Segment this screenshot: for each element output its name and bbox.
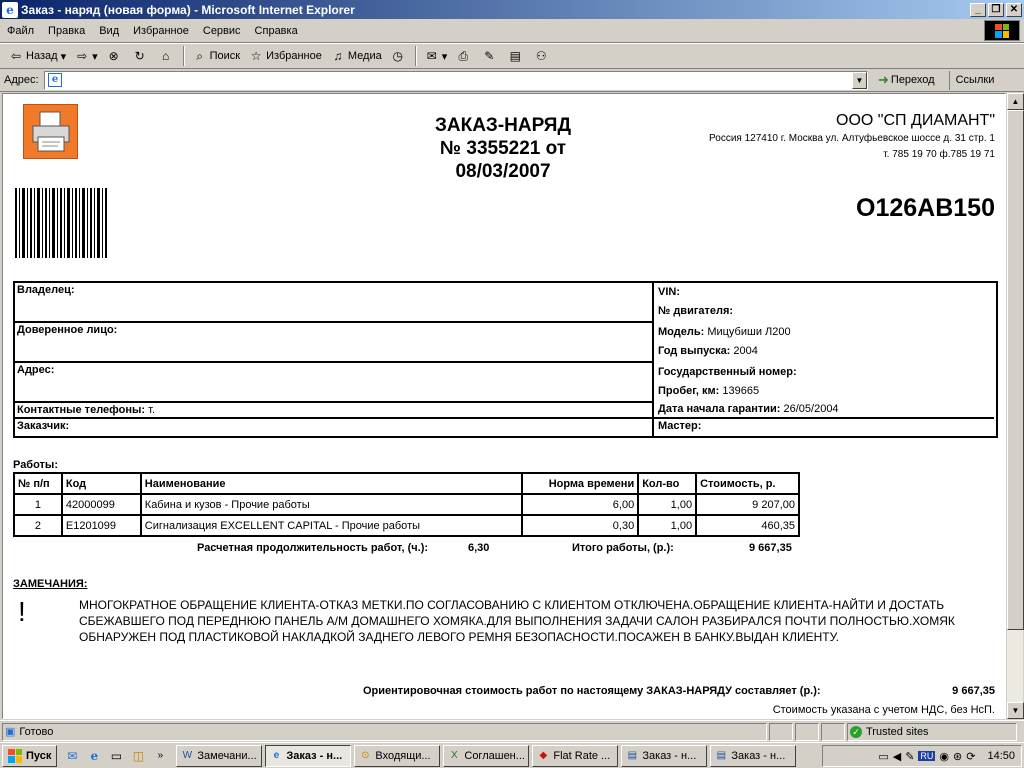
edit-icon: ✎ xyxy=(484,49,495,63)
task-label: Заказ - н... xyxy=(731,749,786,762)
chevron-right-icon[interactable]: » xyxy=(157,750,164,761)
mileage-value: 139665 xyxy=(722,385,760,397)
status-cell xyxy=(795,723,819,741)
estimate-value: 9 667,35 xyxy=(952,685,995,697)
engine-field xyxy=(656,305,733,317)
mail-button[interactable]: ✉ ▾ xyxy=(420,45,452,67)
divider xyxy=(15,417,654,419)
menu-tools[interactable]: Сервис xyxy=(202,24,241,37)
phones-field xyxy=(15,404,155,416)
links-button[interactable]: Ссылки xyxy=(949,71,995,90)
trustee-field xyxy=(15,324,117,336)
warranty-label: Дата начала гарантии: xyxy=(658,403,781,415)
vehicle-info xyxy=(656,283,996,436)
printer-icon xyxy=(28,109,74,155)
inbox-icon: ⊙ xyxy=(361,750,370,761)
remarks-text: МНОГОКРАТНОЕ ОБРАЩЕНИЕ КЛИЕНТА-ОТКАЗ МЕТКИ.ПО СОГЛАСОВАНИЮ С КЛИЕНТОМ ОТКЛЮЧЕНА.ОБРАЩЕНИЕ КЛИЕНТА-НАЙТИ И ДОСТАТЬ СБЕЖАВШЕГО ПОД ПЕРЕДНЮЮ ПАНЕЛЬ А/М ДОМАШНЕГО ХОМЯКА.ДЛЯ ВЫПОЛНЕНИЯ ЗАДАЧИ САЛОН РАЗБИРАЛСЯ ПОЧТИ ПОЛНОСТЬЮ.ХОМЯК ОБНАРУЖЕН ПОД ПЛАСТИКОВОЙ НАКЛАДКОЙ ЗАДНЕГО ЛЕВОГО РЕМНЯ БЕЗОПАСНОСТИ.ПОСАЖЕН В БАНКУ.ВЫДАН КЛИЕНТУ. xyxy=(79,598,955,644)
vertical-scrollbar[interactable] xyxy=(1006,93,1023,719)
menu-file[interactable]: Файл xyxy=(7,24,35,37)
divider xyxy=(15,321,654,323)
row-name: Кабина и кузов - Прочие работы xyxy=(141,494,522,515)
toolbar-separator xyxy=(183,46,185,66)
go-arrow-icon: ➜ xyxy=(878,72,889,87)
media-label: Медиа xyxy=(347,50,382,62)
antivirus-icon[interactable]: ⊛ xyxy=(953,750,963,763)
menu-edit[interactable]: Правка xyxy=(48,24,86,37)
scroll-up-button[interactable]: ▲ xyxy=(1007,93,1024,110)
page-icon: e xyxy=(48,73,62,87)
barcode xyxy=(15,188,108,258)
row-qty: 1,00 xyxy=(638,494,696,515)
clock[interactable]: 14:50 xyxy=(987,750,1015,762)
word-icon: W xyxy=(182,750,193,761)
security-zone xyxy=(847,723,1017,741)
estimate-label: Ориентировочная стоимость работ по настоящему ЗАКАЗ-НАРЯДУ составляет (р.): xyxy=(363,685,821,697)
order-date: 08/03/2007 xyxy=(455,161,551,182)
order-number: № 3355221 от xyxy=(439,138,567,159)
task-label: Входящи... xyxy=(375,749,431,762)
minimize-button[interactable]: _ xyxy=(970,3,986,17)
media-icon: ♫ xyxy=(333,49,343,63)
history-button[interactable] xyxy=(386,45,412,67)
col-cost: Стоимость, р. xyxy=(696,473,799,494)
row-code: 42000099 xyxy=(62,494,141,515)
model-label: Модель: xyxy=(658,326,705,338)
vin-label: VIN: xyxy=(658,286,680,298)
row-qty: 1,00 xyxy=(638,515,696,536)
maximize-button[interactable]: ❐ xyxy=(988,3,1004,17)
company-name: ООО "СП ДИАМАНТ" xyxy=(836,112,995,129)
address-field xyxy=(15,364,54,376)
menu-bar xyxy=(0,19,1024,43)
taskbar xyxy=(0,742,1024,768)
desktop-icon[interactable]: ▭ xyxy=(110,748,123,763)
pen-icon[interactable]: ✎ xyxy=(905,750,915,763)
row-name: Сигнализация EXCELLENT CAPITAL - Прочие работы xyxy=(141,515,522,536)
back-button[interactable]: ⇦ Назад ▾ xyxy=(4,45,70,67)
back-arrow-icon: ⇦ xyxy=(10,49,22,63)
trustee-label: Доверенное лицо: xyxy=(17,324,118,336)
row-code: E1201099 xyxy=(62,515,141,536)
address-bar xyxy=(0,69,1024,92)
vin-field xyxy=(656,286,680,298)
table-header-row xyxy=(14,473,799,494)
status-text: Готово xyxy=(19,725,54,738)
volume-icon[interactable]: ◀ xyxy=(892,750,902,763)
stop-button[interactable] xyxy=(102,45,128,67)
mail-icon: ✉ xyxy=(426,49,437,63)
total-value: 9 667,35 xyxy=(749,542,792,554)
status-bar xyxy=(0,720,1024,742)
owner-label: Владелец: xyxy=(17,284,75,296)
favorites-button[interactable] xyxy=(244,45,326,67)
go-button[interactable] xyxy=(878,72,935,88)
status-cell xyxy=(769,723,793,741)
discuss-icon: ▤ xyxy=(509,49,521,63)
zone-text: Trusted sites xyxy=(866,725,929,738)
status-text-area xyxy=(2,723,767,741)
security-icon[interactable]: ◉ xyxy=(939,750,950,763)
works-table xyxy=(13,472,800,537)
mileage-label: Пробег, км: xyxy=(658,385,720,397)
owner-field xyxy=(15,284,75,296)
master-label: Мастер: xyxy=(658,420,702,432)
total-label: Итого работы, (р.): xyxy=(572,542,674,554)
ie-icon: e xyxy=(2,2,18,18)
close-button[interactable]: ✕ xyxy=(1006,3,1022,17)
taskbar-item[interactable] xyxy=(532,745,618,767)
menu-help[interactable]: Справка xyxy=(254,24,298,37)
print-icon: ⎙ xyxy=(458,48,469,63)
go-label: Переход xyxy=(890,74,935,86)
table-row xyxy=(14,494,799,515)
back-label: Назад xyxy=(26,50,58,62)
engine-label: № двигателя: xyxy=(658,305,734,317)
taskbar-item[interactable] xyxy=(265,745,351,767)
window-title: Заказ - наряд (новая форма) - Microsoft Internet Explorer xyxy=(21,2,355,17)
task-label: Заказ - н... xyxy=(286,749,343,762)
works-label: Работы: xyxy=(13,459,58,471)
title-bar xyxy=(0,0,1024,19)
taskbar-item[interactable] xyxy=(354,745,440,767)
favorites-icon: ☆ xyxy=(250,49,262,63)
master-field xyxy=(656,420,701,432)
start-button[interactable] xyxy=(2,745,57,767)
warranty-field xyxy=(656,403,839,415)
sync-icon[interactable]: ⟳ xyxy=(966,750,976,763)
address-label: Адрес: xyxy=(4,74,39,86)
messenger-icon: ⚇ xyxy=(535,49,547,63)
search-button[interactable] xyxy=(188,45,244,67)
row-norm: 0,30 xyxy=(522,515,639,536)
year-field xyxy=(656,345,758,357)
home-icon: ⌂ xyxy=(162,49,170,63)
phones-value: т. xyxy=(148,404,155,416)
refresh-icon: ↻ xyxy=(134,49,145,63)
ie-icon: e xyxy=(273,750,280,761)
discuss-button[interactable] xyxy=(503,45,529,67)
order-title-line: ЗАКАЗ-НАРЯД xyxy=(434,115,571,136)
regnum-field xyxy=(656,366,797,378)
table-row xyxy=(14,515,799,536)
start-label: Пуск xyxy=(26,749,52,762)
address-input[interactable] xyxy=(44,71,868,90)
windows-flag-icon xyxy=(8,749,22,763)
excel-icon: X xyxy=(451,750,458,761)
language-indicator[interactable]: RU xyxy=(920,751,934,761)
quick-launch xyxy=(63,747,173,765)
phones-label: Контактные телефоны: xyxy=(17,404,146,416)
content-viewport xyxy=(2,93,1006,719)
task-label: Flat Rate ... xyxy=(553,749,611,762)
divider xyxy=(15,401,654,403)
system-tray xyxy=(822,745,1022,767)
license-plate: О126АВ150 xyxy=(856,194,995,222)
client-vehicle-info xyxy=(13,281,998,438)
ie-quicklaunch-icon[interactable]: e xyxy=(90,748,99,763)
toolbar-separator xyxy=(415,46,417,66)
model-value: Мицубиши Л200 xyxy=(707,326,791,338)
order-title xyxy=(403,114,603,183)
favorites-label: Избранное xyxy=(266,50,322,62)
search-label: Поиск xyxy=(209,50,241,62)
document-icon: ▤ xyxy=(716,750,727,761)
search-icon: ⌕ xyxy=(196,48,203,63)
customer-field xyxy=(15,420,69,432)
divider xyxy=(654,417,994,419)
task-label: Замечани... xyxy=(197,749,257,762)
page-done-icon: ▣ xyxy=(5,726,16,738)
windows-logo xyxy=(984,20,1020,41)
task-label: Соглашен... xyxy=(464,749,525,762)
address-field-label: Адрес: xyxy=(17,364,55,376)
address-dropdown[interactable]: ▼ xyxy=(852,72,867,89)
regnum-label: Государственный номер: xyxy=(658,366,797,378)
print-page-button[interactable] xyxy=(23,104,78,159)
taskbar-item[interactable] xyxy=(710,745,796,767)
forward-arrow-icon: ⇨ xyxy=(77,49,88,63)
row-index: 2 xyxy=(14,515,62,536)
client-info xyxy=(15,283,654,436)
company-address: Россия 127410 г. Москва ул. Алтуфьевское шоссе д. 31 стр. 1 xyxy=(709,133,995,144)
year-value: 2004 xyxy=(733,345,758,357)
row-cost: 460,35 xyxy=(696,515,799,536)
messenger-button[interactable] xyxy=(529,45,555,67)
taskbar-item[interactable] xyxy=(443,745,529,767)
check-icon: ✓ xyxy=(850,726,862,738)
col-index: № п/п xyxy=(14,473,62,494)
mileage-field xyxy=(656,385,759,397)
customer-label: Заказчик: xyxy=(17,420,70,432)
scroll-thumb[interactable] xyxy=(1007,110,1024,630)
year-label: Год выпуска: xyxy=(658,345,731,357)
outlook-icon[interactable]: ✉ xyxy=(67,748,78,763)
row-norm: 6,00 xyxy=(522,494,639,515)
edit-button[interactable] xyxy=(477,45,503,67)
exclamation-icon: ! xyxy=(18,596,26,627)
print-button[interactable] xyxy=(451,45,477,67)
company-block xyxy=(709,112,995,162)
remarks-label: ЗАМЕЧАНИЯ: xyxy=(13,578,88,590)
work-order-document xyxy=(3,94,1006,719)
menu-favorites[interactable]: Избранное xyxy=(133,24,189,37)
model-field xyxy=(656,326,791,338)
col-norm: Норма времени xyxy=(522,473,639,494)
taskbar-item[interactable] xyxy=(176,745,262,767)
refresh-button[interactable] xyxy=(128,45,154,67)
document-icon: ▤ xyxy=(627,750,638,761)
media-button[interactable] xyxy=(326,45,386,67)
mitsubishi-icon: ◆ xyxy=(539,750,548,761)
vat-note: Стоимость указана с учетом НДС, без НсП. xyxy=(772,704,995,716)
network-icon[interactable]: ▭ xyxy=(878,750,889,763)
company-phone: т. 785 19 70 ф.785 19 71 xyxy=(883,149,995,160)
col-qty: Кол-во xyxy=(638,473,696,494)
duration-label: Расчетная продолжительность работ, (ч.): xyxy=(197,542,429,554)
row-cost: 9 207,00 xyxy=(696,494,799,515)
col-name: Наименование xyxy=(141,473,522,494)
history-icon: ◷ xyxy=(392,49,403,63)
forward-button[interactable]: ⇨ ▾ xyxy=(70,45,102,67)
home-button[interactable] xyxy=(154,45,180,67)
duration-value: 6,30 xyxy=(468,542,490,554)
col-code: Код xyxy=(62,473,141,494)
divider xyxy=(15,361,654,363)
taskbar-item[interactable] xyxy=(621,745,707,767)
menu-view[interactable]: Вид xyxy=(99,24,120,37)
status-cell xyxy=(821,723,845,741)
app-icon[interactable]: ◫ xyxy=(132,748,145,763)
warranty-value: 26/05/2004 xyxy=(783,403,839,415)
row-index: 1 xyxy=(14,494,62,515)
stop-icon: ⊗ xyxy=(108,49,119,63)
task-label: Заказ - н... xyxy=(642,749,697,762)
scroll-down-button[interactable]: ▼ xyxy=(1007,702,1024,719)
toolbar xyxy=(0,43,1024,69)
